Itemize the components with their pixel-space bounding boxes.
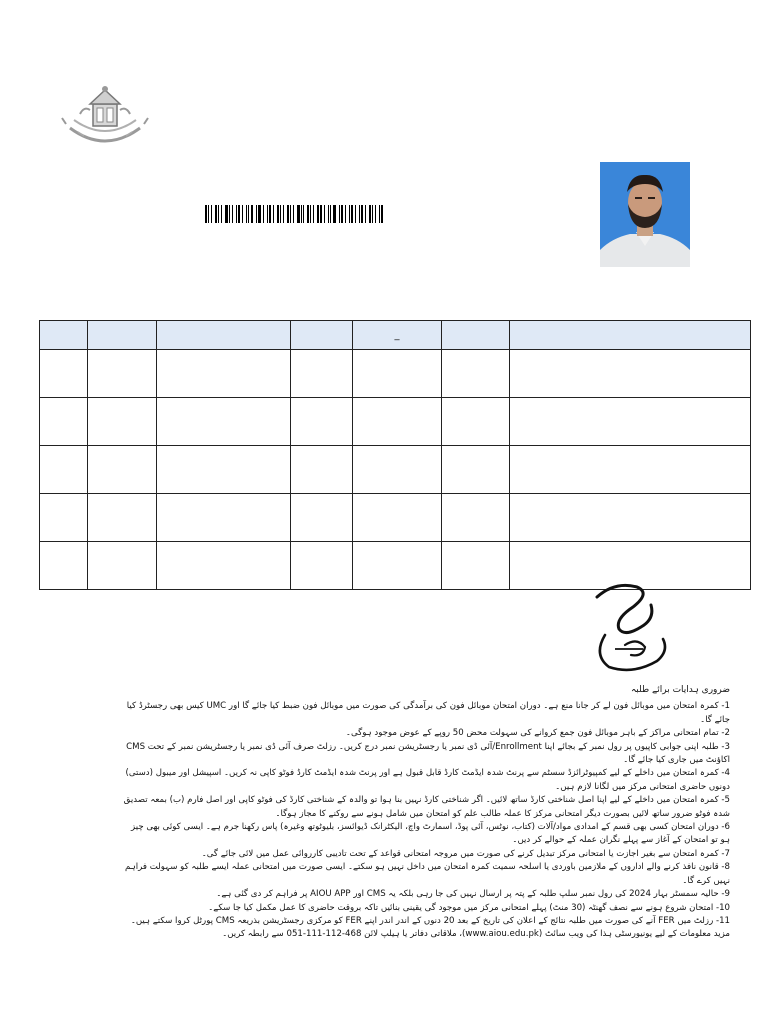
instruction-item: 10- امتحان شروع ہونے سے نصف گھنٹہ (30 منٹ) پہلے امتحانی مرکز میں موجود گی یقینی بنائیں تاکہ بروقت حاضری کا عمل مکمل کیا جا سکے۔ <box>208 902 730 913</box>
barcode-bar <box>381 205 383 223</box>
barcode-bar <box>225 205 228 223</box>
datesheet-table <box>39 320 751 590</box>
instruction-item: 3- طلبہ اپنی جوابی کاپیوں پر رول نمبر کے بجائے اپنا Enrollment/آئی ڈی نمبر یا رجسٹریشن نمبر درج کریں۔ رزلٹ صرف آئی ڈی نمبر یا رجسٹریشن نمبر کے تحت CMS اکاؤنٹ میں جاری کیا جائے گا۔ <box>126 741 730 766</box>
table-cell <box>291 446 353 494</box>
table-cell <box>157 350 291 398</box>
table-cell <box>157 398 291 446</box>
table-cell <box>40 398 88 446</box>
barcode-bar <box>365 205 366 223</box>
instruction-item: 6- دوران امتحان کسی بھی قسم کے امدادی مواد/آلات (کتاب، نوٹس، آئی پوڈ، اسمارٹ واچ، الیکٹرانک ڈیوائسز، بلیوٹوتھ وغیرہ) پاس رکھنا جرم ہے۔ ایسی کوئی بھی چیز ہو تو امتحان کے آغاز سے پہلے نگران عملہ کے حوالے کر دیں۔ <box>131 822 730 846</box>
barcode-bar <box>324 205 325 223</box>
barcode-bar <box>256 205 257 223</box>
barcode-bar <box>280 205 281 223</box>
barcode-bar <box>258 205 261 223</box>
barcode-bar <box>215 205 217 223</box>
barcode-bar <box>349 205 350 223</box>
table-cell <box>157 494 291 542</box>
table-cell <box>157 542 291 590</box>
instruction-item: 11- رزلٹ میں FER آنے کی صورت میں طلبہ نتائج کے اعلان کی تاریخ کے بعد 20 دنوں کے اندر اندر اپنے FER کو مرکزی رجسٹریشن بذریعہ CMS پورٹل کروا سکتے ہیں۔ مزید معلومات کے لیے یونیورسٹی ہذا کی ویب سائٹ (www.aiou.edu.pk)، ملاقاتی دفاتر یا ہیلپ لائن 468-112-111-051 سے رابطہ کریں۔ <box>130 915 730 940</box>
instruction-item: 4- کمرہ امتحان میں داخلے کے لیے کمپیوٹرائزڈ سسٹم سے پرنٹ شدہ ایڈمٹ کارڈ قابل قبول ہے اور پرنٹ شدہ ایڈمٹ کارڈ فوٹو کاپی نہ کریں۔ اسپیشل اور میبول (دستی) دونوں حاضری امتحانی مرکز میں لگانا لازم ہیں۔ <box>125 768 730 792</box>
barcode-bar <box>330 205 331 223</box>
barcode-bar <box>339 205 340 223</box>
instruction-item: 2- تمام امتحانی مراکز کے باہر موبائل فون جمع کروانے کی سہولت محض 50 روپے کے عوض موجود ہوگی۔ <box>345 728 730 739</box>
barcode-bar <box>205 205 207 223</box>
signature <box>585 575 675 675</box>
instruction-item: 7- کمرہ امتحان سے بغیر اجازت یا امتحانی مرکز تبدیل کرنے کی صورت میں مروجہ امتحانی قواعد کے تحت تادیبی کارروائی عمل میں لائی جائے گی۔ <box>201 848 730 859</box>
barcode-bar <box>297 205 300 223</box>
barcode-bar <box>301 205 302 223</box>
table-cell <box>510 446 751 494</box>
barcode-bar <box>379 205 380 223</box>
table-header-row <box>40 321 751 350</box>
table-cell <box>442 398 510 446</box>
barcode-bar <box>333 205 336 223</box>
barcode-bar <box>320 205 322 223</box>
barcode-bar <box>372 205 373 223</box>
instruction-item: 8- قانون نافذ کرنے والے اداروں کے ملازمین باوردی یا اسلحہ سمیت کمرہ امتحان میں داخل نہیں ہو سکتے۔ ایسی صورت میں امتحانی عملہ ایسے طلبہ کو سہولت فراہم نہیں کرے گا۔ <box>124 862 730 886</box>
barcode-bar <box>229 205 230 223</box>
barcode-bar <box>355 205 356 223</box>
barcode-bar <box>369 205 372 223</box>
instruction-item: 1- کمرہ امتحان میں موبائل فون لے کر جانا منع ہے۔ دوران امتحان موبائل فون کی برآمدگی کی صورت میں موبائل فون ضبط کیا جائے گا اور UMC کیس بھی رجسٹرڈ کیا جائے گا۔ <box>126 701 730 725</box>
barcode-bar <box>359 205 360 223</box>
university-logo <box>60 84 150 154</box>
table-cell <box>40 350 88 398</box>
table-cell <box>88 398 157 446</box>
table-cell <box>442 446 510 494</box>
table-row <box>40 398 751 446</box>
table-cell <box>353 398 442 446</box>
barcode-bar <box>283 205 284 223</box>
instruction-item: 9- حالیہ سمسٹر بہار 2024 کی رول نمبر سلپ طلبہ کے پتہ پر ارسال نہیں کی جا رہی بلکہ یہ CMS اور AIOU APP پر فراہم کر دی گئی ہے۔ <box>216 889 730 900</box>
barcode-bar <box>341 205 343 223</box>
table-row <box>40 446 751 494</box>
table-cell <box>40 542 88 590</box>
table-cell <box>442 542 510 590</box>
header-cell <box>510 321 751 350</box>
barcode-bar <box>208 205 209 223</box>
barcode-bar <box>238 205 240 223</box>
table-cell <box>88 494 157 542</box>
header-cell <box>442 321 510 350</box>
table-cell <box>88 446 157 494</box>
barcode-bar <box>287 205 289 223</box>
table-cell <box>291 542 353 590</box>
table-cell <box>510 398 751 446</box>
table-cell <box>88 350 157 398</box>
header-cell <box>157 321 291 350</box>
barcode-bar <box>251 205 253 223</box>
barcode-bar <box>310 205 311 223</box>
header-cell: _ <box>353 321 442 350</box>
header-cell <box>40 321 88 350</box>
barcode-bar <box>345 205 346 223</box>
table-cell <box>40 446 88 494</box>
barcode-bar <box>328 205 329 223</box>
barcode-bar <box>303 205 304 223</box>
barcode-bar <box>307 205 309 223</box>
table-cell <box>510 494 751 542</box>
barcode-bar <box>248 205 249 223</box>
barcode-bar <box>242 205 243 223</box>
barcode-bar <box>277 205 279 223</box>
barcode-bar <box>218 205 219 223</box>
barcode-bar <box>293 205 294 223</box>
table-cell <box>510 350 751 398</box>
instruction-item: 5- کمرہ امتحان میں داخلے کے لیے اپنا اصل شناختی کارڈ ساتھ لائیں۔ اگر شناختی کارڈ نہیں بنا ہوا تو والدہ کے شناختی کارڈ کی فوٹو کاپی اور اصل فارم (ب) بمعہ تصدیق شدہ فوٹو ضرور ساتھ لائیں بصورت دیگر امتحانی مرکز کا عملہ طالب علم کو امتحان میں شامل ہونے سے روکنے کا مجاز ہوگا۔ <box>123 795 730 819</box>
table-cell <box>353 494 442 542</box>
table-cell <box>291 350 353 398</box>
header-cell <box>291 321 353 350</box>
table-cell <box>353 446 442 494</box>
barcode-bar <box>263 205 264 223</box>
barcode-bar <box>361 205 363 223</box>
instructions-section <box>120 684 730 942</box>
barcode-bar <box>317 205 319 223</box>
barcode-bar <box>232 205 233 223</box>
table-cell <box>442 350 510 398</box>
barcode-bar <box>351 205 353 223</box>
table-row <box>40 494 751 542</box>
barcode-bar <box>290 205 291 223</box>
barcode-bar <box>211 205 212 223</box>
table-row <box>40 350 751 398</box>
barcode-bar <box>375 205 376 223</box>
barcode-bar <box>267 205 268 223</box>
barcode-bar <box>236 205 238 223</box>
table-cell <box>353 350 442 398</box>
table-cell <box>291 494 353 542</box>
candidate-photo <box>600 162 690 267</box>
header-cell <box>88 321 157 350</box>
instructions-heading: ضروری ہدایات برائے طلبہ <box>630 685 730 695</box>
table-cell <box>353 542 442 590</box>
barcode-bar <box>273 205 274 223</box>
table-cell <box>442 494 510 542</box>
roll-number-barcode <box>205 205 385 223</box>
table-cell <box>88 542 157 590</box>
barcode-bar <box>246 205 247 223</box>
table-cell <box>157 446 291 494</box>
barcode-bar <box>269 205 271 223</box>
table-cell <box>291 398 353 446</box>
barcode-bar <box>313 205 314 223</box>
table-cell <box>40 494 88 542</box>
barcode-bar <box>221 205 222 223</box>
